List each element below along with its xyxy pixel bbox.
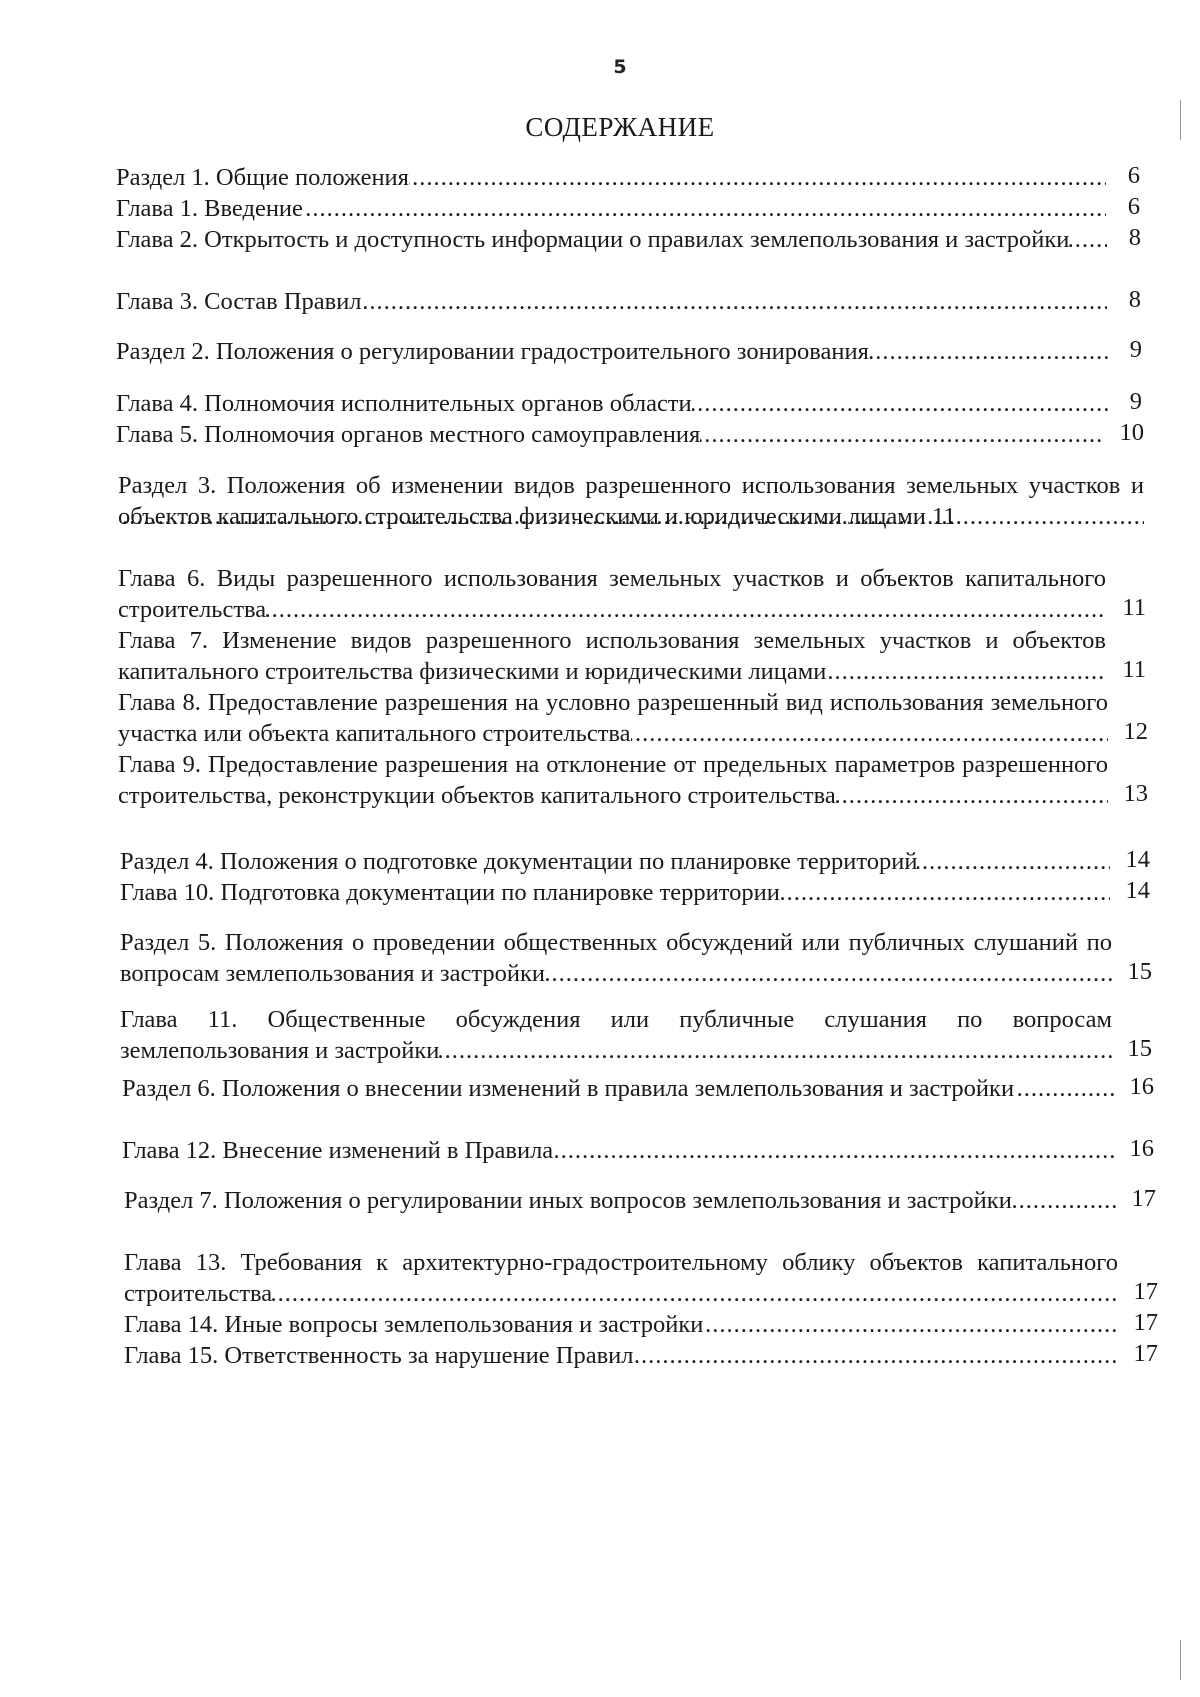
scan-edge-mark <box>1180 100 1181 140</box>
toc-entry-text: Глава 5. Полномочия органов местного самоуправления <box>116 421 701 448</box>
scan-edge-mark <box>1180 1640 1181 1680</box>
toc-entry-text: Раздел 2. Положения о регулировании градостроительного зонирования <box>116 338 869 365</box>
toc-entry-text: Глава 8. Предоставление разрешения на условно разрешенный вид использования земельного участка или объекта капитального строительства <box>118 689 1108 747</box>
toc-entry-page: 15 <box>1122 1033 1153 1064</box>
toc-entry-text: Глава 13. Требования к архитектурно-градостроительному облику объектов капитального строительства <box>124 1249 1118 1307</box>
toc-entry-page: 6 <box>1122 191 1140 222</box>
toc-entry-text: Раздел 7. Положения о регулировании иных вопросов землепользования и застройки <box>124 1187 1012 1214</box>
toc-entry-page: 10 <box>1114 417 1145 448</box>
toc-entry-page: 8 <box>1123 284 1141 315</box>
toc-entry-text: Глава 14. Иные вопросы землепользования и застройки <box>124 1311 704 1338</box>
toc-entry-section-2[interactable] <box>116 336 1142 367</box>
toc-entry-section-7[interactable] <box>124 1185 1156 1216</box>
toc-entry-chapter-12[interactable] <box>122 1135 1154 1166</box>
table-of-contents <box>0 162 1200 1402</box>
toc-entry-page: 16 <box>1124 1133 1155 1164</box>
toc-entry-text: Раздел 4. Положения о подготовке документации по планировке территорий <box>120 848 918 875</box>
toc-entry-text: Глава 10. Подготовка документации по планировке территории <box>120 879 780 906</box>
toc-entry-page: 15 <box>1122 956 1153 987</box>
toc-entry-chapter-14[interactable] <box>124 1309 1158 1340</box>
toc-entry-chapter-15[interactable] <box>124 1340 1158 1371</box>
toc-entry-text: Глава 1. Введение <box>116 195 303 222</box>
page-number: 5 <box>613 56 627 78</box>
toc-entry-chapter-13[interactable] <box>124 1247 1158 1309</box>
toc-entry-page: 17 <box>1126 1183 1157 1214</box>
toc-entry-section-4[interactable] <box>120 846 1150 877</box>
toc-entry-text: Глава 7. Изменение видов разрешенного использования земельных участков и объектов капитального строительства физическими и юридическими лицами <box>118 627 1106 685</box>
toc-title: СОДЕРЖАНИЕ <box>525 112 715 142</box>
toc-entry-text: Глава 11. Общественные обсуждения или публичные слушания по вопросам землепользования и застройки <box>120 1006 1112 1064</box>
toc-entry-chapter-10[interactable] <box>120 877 1150 908</box>
toc-entry-chapter-2[interactable] <box>116 224 1141 255</box>
toc-entry-page: 17 <box>1128 1276 1159 1307</box>
toc-entry-page: 16 <box>1124 1071 1155 1102</box>
toc-entry-text: Глава 12. Внесение изменений в Правила <box>122 1137 554 1164</box>
toc-entry-text: Глава 4. Полномочия исполнительных органов области <box>116 390 692 417</box>
toc-entry-text: Глава 6. Виды разрешенного использования земельных участков и объектов капитального строительства <box>118 565 1106 623</box>
toc-entry-page: 17 <box>1128 1307 1159 1338</box>
toc-entry-text: Раздел 3. Положения об изменении видов разрешенного использования земельных участков и объектов капитального строительства физическими и юридическими лицами 11 ..... <box>118 470 1144 532</box>
toc-entry-chapter-1[interactable] <box>116 193 1140 224</box>
toc-entry-page: 14 <box>1120 844 1151 875</box>
toc-entry-page: 11 <box>1116 654 1146 685</box>
toc-entry-page: 14 <box>1120 875 1151 906</box>
toc-entry-chapter-9[interactable] <box>118 749 1148 811</box>
toc-entry-chapter-8[interactable] <box>118 687 1148 749</box>
toc-entry-chapter-6[interactable] <box>118 563 1146 625</box>
toc-entry-page: 17 <box>1128 1338 1159 1369</box>
toc-entry-section-6[interactable] <box>122 1073 1154 1104</box>
toc-entry-chapter-4[interactable] <box>116 388 1142 419</box>
toc-entry-page: 11 <box>1116 592 1146 623</box>
toc-entry-text: Раздел 5. Положения о проведении общественных обсуждений или публичных слушаний по вопросам землепользования и застройки <box>120 929 1112 987</box>
toc-entry-section-5[interactable] <box>120 927 1152 989</box>
toc-entry-page: 12 <box>1118 716 1149 747</box>
toc-entry-chapter-3[interactable] <box>116 286 1141 317</box>
toc-entry-page: 9 <box>1124 334 1142 365</box>
toc-entry-text: Глава 3. Состав Правил <box>116 288 362 315</box>
toc-entry-chapter-7[interactable] <box>118 625 1146 687</box>
toc-entry-text: Глава 9. Предоставление разрешения на отклонение от предельных параметров разрешенного строительства, реконструкции объектов капитального строительства <box>118 751 1108 809</box>
toc-entry-page: 9 <box>1124 386 1142 417</box>
toc-entry-text: Глава 15. Ответственность за нарушение Правил <box>124 1342 634 1369</box>
toc-entry-text: Раздел 6. Положения о внесении изменений в правила землепользования и застройки <box>122 1075 1015 1102</box>
toc-entry-text: Раздел 1. Общие положения <box>116 164 409 191</box>
toc-entry-chapter-5[interactable] <box>116 419 1144 450</box>
toc-entry-section-1[interactable] <box>116 162 1140 193</box>
toc-entry-section-3[interactable] <box>118 470 1144 532</box>
toc-entry-text: Глава 2. Открытость и доступность информации о правилах землепользования и застройки <box>116 226 1070 253</box>
toc-entry-page: 13 <box>1118 778 1149 809</box>
toc-entry-page: 8 <box>1123 222 1141 253</box>
toc-entry-page: 6 <box>1122 160 1140 191</box>
toc-entry-chapter-11[interactable] <box>120 1004 1152 1066</box>
